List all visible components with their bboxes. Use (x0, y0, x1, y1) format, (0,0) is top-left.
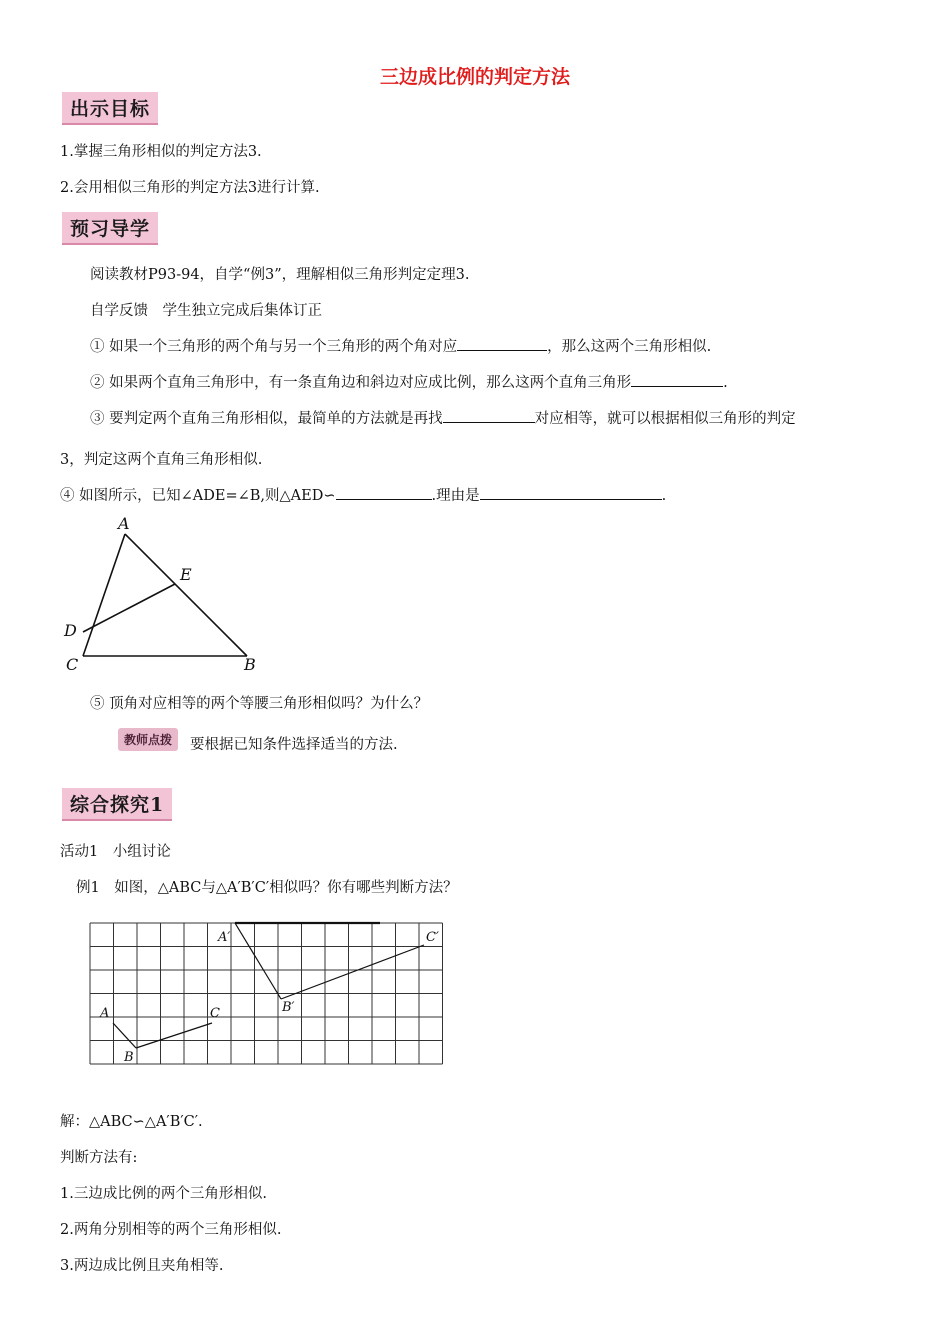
activity-title: 活动1 小组讨论 (60, 844, 171, 860)
solution: 解：△ABC∽△A′B′C′. (60, 1114, 203, 1130)
method-item: 2.两角分别相等的两个三角形相似. (60, 1222, 282, 1238)
question-5: ⑤ 顶角对应相等的两个等腰三角形相似吗？为什么？ (90, 696, 429, 712)
question-3-continued: 3，判定这两个直角三角形相似. (60, 452, 263, 468)
question-4-text-a: ④ 如图所示，已知∠ADE=∠B,则△AED∽ (60, 488, 336, 504)
question-1 (90, 335, 711, 356)
segment-b2-c2 (281, 945, 424, 999)
preview-read: 阅读教材P93-94，自学“例3”，理解相似三角形判定定理3. (90, 267, 470, 283)
teacher-tip-text: 要根据已知条件选择适当的方法. (190, 737, 398, 753)
question-1-text-a: ① 如果一个三角形的两个角与另一个三角形的两个角对应 (90, 339, 458, 355)
grid-label-b: B (124, 1050, 134, 1065)
label-b: B (244, 655, 256, 674)
example-1: 例1 如图，△ABC与△A′B′C′相似吗？你有哪些判断方法？ (76, 880, 458, 896)
grid-label-c-prime: C′ (426, 930, 439, 945)
method-item: 3.两边成比例且夹角相等. (60, 1258, 224, 1274)
answer-blank[interactable] (457, 336, 547, 351)
segment-a-b (113, 1023, 136, 1048)
grid-label-a-prime: A′ (218, 930, 231, 945)
question-4 (60, 484, 666, 505)
grid-label-b-prime: B′ (282, 1000, 295, 1015)
question-4-text-b: .理由是 (431, 488, 480, 504)
label-e: E (180, 565, 192, 584)
label-a: A (118, 514, 130, 533)
question-3-text-a: ③ 要判定两个直角三角形相似，最简单的方法就是再找 (90, 411, 443, 427)
methods-title: 判断方法有: (60, 1150, 138, 1166)
label-c: C (66, 655, 79, 674)
side-ac (83, 534, 125, 656)
question-2-text-b: . (723, 375, 728, 391)
section-badge-explore: 综合探究1 (62, 788, 172, 821)
section-badge-objectives: 出示目标 (62, 92, 158, 125)
section-badge-preview: 预习导学 (62, 212, 158, 245)
question-1-text-b: ，那么这两个三角形相似. (547, 339, 712, 355)
preview-feedback: 自学反馈 学生独立完成后集体订正 (90, 303, 322, 319)
objective-item: 2.会用相似三角形的判定方法3进行计算. (60, 180, 320, 196)
objective-item: 1.掌握三角形相似的判定方法3. (60, 144, 262, 160)
question-3-text-b: 对应相等，就可以根据相似三角形的判定 (534, 411, 796, 427)
answer-blank[interactable] (336, 485, 432, 500)
teacher-tip-badge: 教师点拨 (118, 728, 178, 751)
question-4-text-c: . (661, 488, 667, 504)
segment-de (83, 584, 175, 632)
answer-blank[interactable] (480, 485, 662, 500)
grid-figure (80, 915, 460, 1083)
segment-b-c (136, 1023, 212, 1048)
question-3 (90, 407, 796, 428)
question-2 (90, 371, 728, 392)
grid-label-a: A (100, 1006, 110, 1021)
page-title: 三边成比例的判定方法 (379, 66, 570, 88)
answer-blank[interactable] (631, 372, 723, 387)
side-ab (125, 534, 247, 656)
question-2-text-a: ② 如果两个直角三角形中，有一条直角边和斜边对应成比例，那么这两个直角三角形 (90, 375, 632, 391)
grid-label-c: C (210, 1006, 220, 1021)
answer-blank[interactable] (443, 408, 535, 423)
grid-lines (90, 923, 443, 1064)
label-d: D (64, 621, 77, 640)
method-item: 1.三边成比例的两个三角形相似. (60, 1186, 267, 1202)
segment-a2-b2 (235, 923, 281, 999)
